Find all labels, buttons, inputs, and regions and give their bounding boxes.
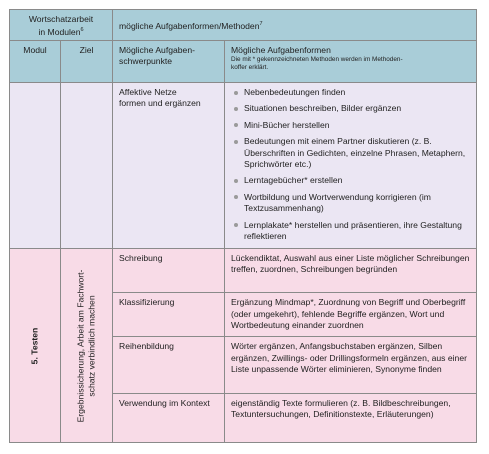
header-formen-title: Mögliche Aufgabenformen: [231, 45, 331, 55]
section5-ziel-cell: [61, 249, 113, 443]
header-row-2: [10, 41, 477, 83]
section5-focus-cell: [113, 337, 225, 393]
bullet-icon: [234, 179, 238, 183]
header-formen-note: Die mit * gekennzeichneten Methoden werden im Methoden- koffer erklärt.: [231, 56, 403, 71]
table-row: [10, 249, 477, 293]
section5-focus-cell: [113, 249, 225, 293]
section5-methods-cell: [225, 393, 477, 442]
header-ziel: [61, 41, 113, 83]
list-item: Nebenbedeutungen finden: [234, 87, 472, 98]
section5-methods-schreibung: Lückendiktat, Auswahl aus einer Liste möglicher Schreibungen treffen, zuordnen, Schreibungen begründen: [231, 253, 470, 275]
header-aufgabenformen: [113, 10, 477, 41]
section5-methods-cell: [225, 337, 477, 393]
section5-focus-reihenbildung: Reihenbildung: [119, 341, 174, 352]
header-schwerpunkte: [113, 41, 225, 83]
section5-focus-klassifizierung: Klassifizierung: [119, 297, 175, 308]
bullet-icon: [234, 195, 238, 199]
section5-methods-reihenbildung: Wörter ergänzen, Anfangsbuchstaben ergänzen, Silben ergänzen, Zwillings- oder Drillingsformeln ergänzen, aus einer Liste unpassende Wörter eliminieren, Synonyme finden: [231, 341, 467, 375]
header-ziel-label: Ziel: [79, 45, 94, 55]
methods-table-wrapper: [9, 9, 476, 443]
list-item: Lernplakate* herstellen und präsentieren, ihre Gestaltung reflektieren: [234, 220, 472, 243]
header-wortschatzarbeit-line2: in Modulen: [38, 26, 81, 37]
list-item: Lerntagebücher* erstellen: [234, 175, 472, 186]
header-wortschatzarbeit: [10, 10, 113, 41]
section4-focus-line1: Affektive Netze: [119, 87, 177, 97]
section4-methods-cell: [225, 83, 477, 249]
section4-focus-line2: formen und ergänzen: [119, 98, 201, 109]
section4-method-list: [225, 83, 476, 242]
section4-focus-cell: [113, 83, 225, 249]
section5-ziel-label: Ergebnissicherung, Arbeit am Fachwort- schatz verbindlich machen: [75, 269, 97, 422]
bullet-icon: [234, 107, 238, 111]
section5-methods-cell: [225, 249, 477, 293]
section5-methods-klassifizierung: Ergänzung Mindmap*, Zuordnung von Begriff und Oberbegriff (oder umgekehrt), fehlende Begriffe ergänzen, Wort und Wortbedeutung einander zuordnen: [231, 297, 466, 331]
list-item: Situationen beschreiben, Bilder ergänzen: [234, 103, 472, 114]
section5-modul-cell: [10, 249, 61, 443]
header-modul: [10, 41, 61, 83]
header-modul-label: Modul: [23, 45, 47, 55]
bullet-icon: [234, 91, 238, 95]
section5-focus-cell: [113, 393, 225, 442]
methods-table: [9, 9, 477, 443]
list-item: Bedeutungen mit einem Partner diskutieren (z. B. Überschriften in Gedichten, einzelne Phrasen, Metaphern, Sprichwörter etc.): [234, 136, 472, 170]
header-wortschatzarbeit-line1: Wortschatzarbeit: [28, 14, 94, 24]
section5-focus-cell: [113, 293, 225, 337]
header-aufgabenformen-title: mögliche Aufgabenformen/Methoden: [119, 20, 260, 31]
section5-methods-cell: [225, 293, 477, 337]
list-item: Wortbildung und Wortverwendung korrigieren (im Textzusammenhang): [234, 192, 472, 215]
section4-modul-cell: [10, 83, 61, 249]
bullet-icon: [234, 223, 238, 227]
section4-row: [10, 83, 477, 249]
header-formen: [225, 41, 477, 83]
section5-focus-schreibung: Schreibung: [119, 253, 163, 263]
section4-ziel-cell: [61, 83, 113, 249]
header-row-1: [10, 10, 477, 41]
section5-focus-verwendung: Verwendung im Kontext: [119, 397, 210, 408]
footnote-6-marker: 6: [80, 27, 84, 33]
header-schwerpunkte-line2: schwerpunkte: [119, 56, 173, 66]
section5-methods-verwendung: eigenständig Texte formulieren (z. B. Bildbeschreibungen, Textuntersuchungen, Definitionstexte, Erläuterungen): [231, 397, 451, 420]
bullet-icon: [234, 140, 238, 144]
list-item: Mini-Bücher herstellen: [234, 120, 472, 131]
section5-modul-label: 5. Testen: [29, 327, 40, 364]
bullet-icon: [234, 123, 238, 127]
header-schwerpunkte-line1: Mögliche Aufgaben-: [119, 45, 195, 55]
footnote-7-marker: 7: [259, 21, 263, 27]
